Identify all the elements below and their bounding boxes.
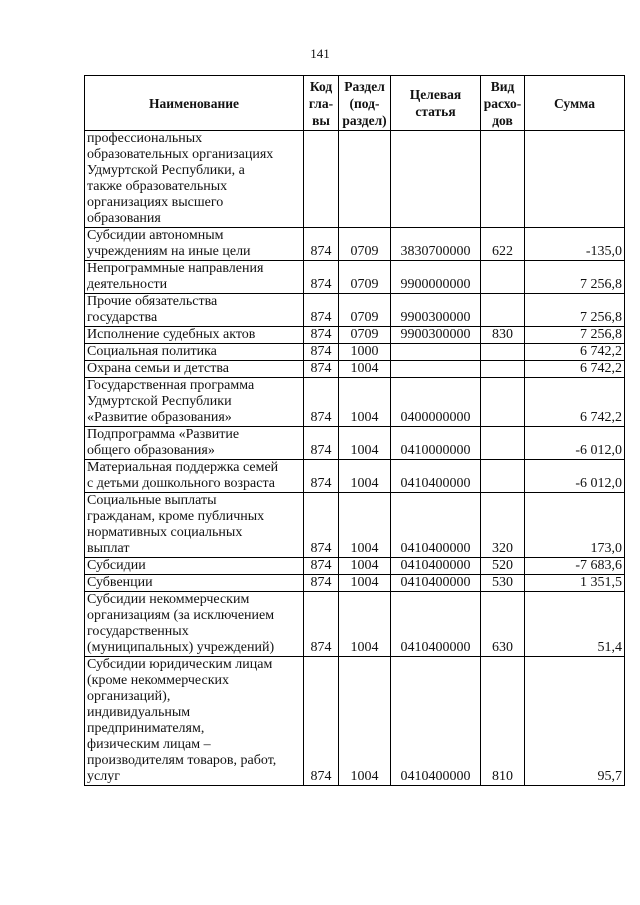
row-code: 874 [304,460,339,493]
row-code: 874 [304,427,339,460]
row-target: 0410400000 [391,493,481,558]
row-code: 874 [304,575,339,592]
row-name: Непрограммные направления деятельности [85,261,304,294]
row-sum: 173,0 [525,493,625,558]
row-section: 1004 [339,657,391,786]
header-section: Раздел (под- раздел) [339,76,391,131]
row-type [481,427,525,460]
table-row [85,575,625,592]
row-code: 874 [304,558,339,575]
row-section: 1004 [339,575,391,592]
row-type: 320 [481,493,525,558]
page-number: 141 [310,46,330,61]
row-target [391,344,481,361]
header-sum: Сумма [525,76,625,131]
row-sum: -6 012,0 [525,427,625,460]
table-row [85,261,625,294]
row-sum: 6 742,2 [525,378,625,427]
row-sum: 7 256,8 [525,327,625,344]
header-code: Код гла- вы [304,76,339,131]
row-code [304,131,339,228]
budget-table [84,75,625,786]
row-name: Государственная программа Удмуртской Республики «Развитие образования» [85,378,304,427]
row-sum: 7 256,8 [525,294,625,327]
table-row [85,592,625,657]
row-code: 874 [304,361,339,378]
row-target: 9900300000 [391,327,481,344]
row-target: 3830700000 [391,228,481,261]
table-row [85,493,625,558]
header-name: Наименование [85,76,304,131]
header-type: Вид расхо- дов [481,76,525,131]
row-sum: 6 742,2 [525,361,625,378]
row-target [391,361,481,378]
table-row [85,657,625,786]
row-section: 1004 [339,558,391,575]
row-section: 1004 [339,378,391,427]
row-sum: 51,4 [525,592,625,657]
table-row [85,294,625,327]
row-name: Субсидии некоммерческим организациям (за исключением государственных (муниципальных) учреждений) [85,592,304,657]
row-sum: -6 012,0 [525,460,625,493]
row-code: 874 [304,657,339,786]
row-code: 874 [304,493,339,558]
row-target: 9900000000 [391,261,481,294]
row-code: 874 [304,261,339,294]
row-sum [525,131,625,228]
row-sum: -7 683,6 [525,558,625,575]
row-name: Охрана семьи и детства [85,361,304,378]
row-section: 1004 [339,427,391,460]
row-section: 0709 [339,228,391,261]
row-target: 0400000000 [391,378,481,427]
row-sum: -135,0 [525,228,625,261]
row-type [481,460,525,493]
row-target: 9900300000 [391,294,481,327]
row-type [481,378,525,427]
row-name: Социальные выплаты гражданам, кроме публичных нормативных социальных выплат [85,493,304,558]
table-row [85,344,625,361]
row-name: Социальная политика [85,344,304,361]
row-name: профессиональных образовательных организациях Удмуртской Республики, а также образовательных организациях высшего образования [85,131,304,228]
row-type: 520 [481,558,525,575]
row-type: 830 [481,327,525,344]
table-row [85,427,625,460]
row-type [481,294,525,327]
row-code: 874 [304,294,339,327]
row-section: 0709 [339,261,391,294]
row-section: 1004 [339,592,391,657]
row-code: 874 [304,378,339,427]
row-type [481,131,525,228]
row-sum: 95,7 [525,657,625,786]
row-name: Прочие обязательства государства [85,294,304,327]
table-row [85,558,625,575]
row-code: 874 [304,592,339,657]
table-header-row [85,76,625,131]
row-section: 1004 [339,361,391,378]
row-type: 530 [481,575,525,592]
row-name: Исполнение судебных актов [85,327,304,344]
row-type: 810 [481,657,525,786]
row-code: 874 [304,344,339,361]
row-name: Подпрограмма «Развитие общего образования» [85,427,304,460]
table-row [85,460,625,493]
row-section: 0709 [339,294,391,327]
row-type: 630 [481,592,525,657]
row-name: Субвенции [85,575,304,592]
table-row [85,327,625,344]
row-target: 0410400000 [391,460,481,493]
row-name: Субсидии юридическим лицам (кроме некоммерческих организаций), индивидуальным предпринимателям, физическим лицам – производителям товаров, работ, услуг [85,657,304,786]
row-code: 874 [304,228,339,261]
row-type [481,361,525,378]
row-target: 0410400000 [391,575,481,592]
row-type [481,261,525,294]
row-section [339,131,391,228]
row-sum: 1 351,5 [525,575,625,592]
row-sum: 7 256,8 [525,261,625,294]
table-row [85,131,625,228]
row-type [481,344,525,361]
row-target: 0410400000 [391,558,481,575]
row-section: 1004 [339,493,391,558]
row-name: Материальная поддержка семей с детьми дошкольного возраста [85,460,304,493]
row-code: 874 [304,327,339,344]
row-target [391,131,481,228]
table-row [85,228,625,261]
row-name: Субсидии [85,558,304,575]
row-section: 0709 [339,327,391,344]
row-sum: 6 742,2 [525,344,625,361]
row-section: 1000 [339,344,391,361]
row-target: 0410400000 [391,657,481,786]
row-type: 622 [481,228,525,261]
row-target: 0410400000 [391,592,481,657]
table-row [85,378,625,427]
header-target: Целевая статья [391,76,481,131]
row-section: 1004 [339,460,391,493]
row-target: 0410000000 [391,427,481,460]
table-row [85,361,625,378]
row-name: Субсидии автономным учреждениям на иные цели [85,228,304,261]
